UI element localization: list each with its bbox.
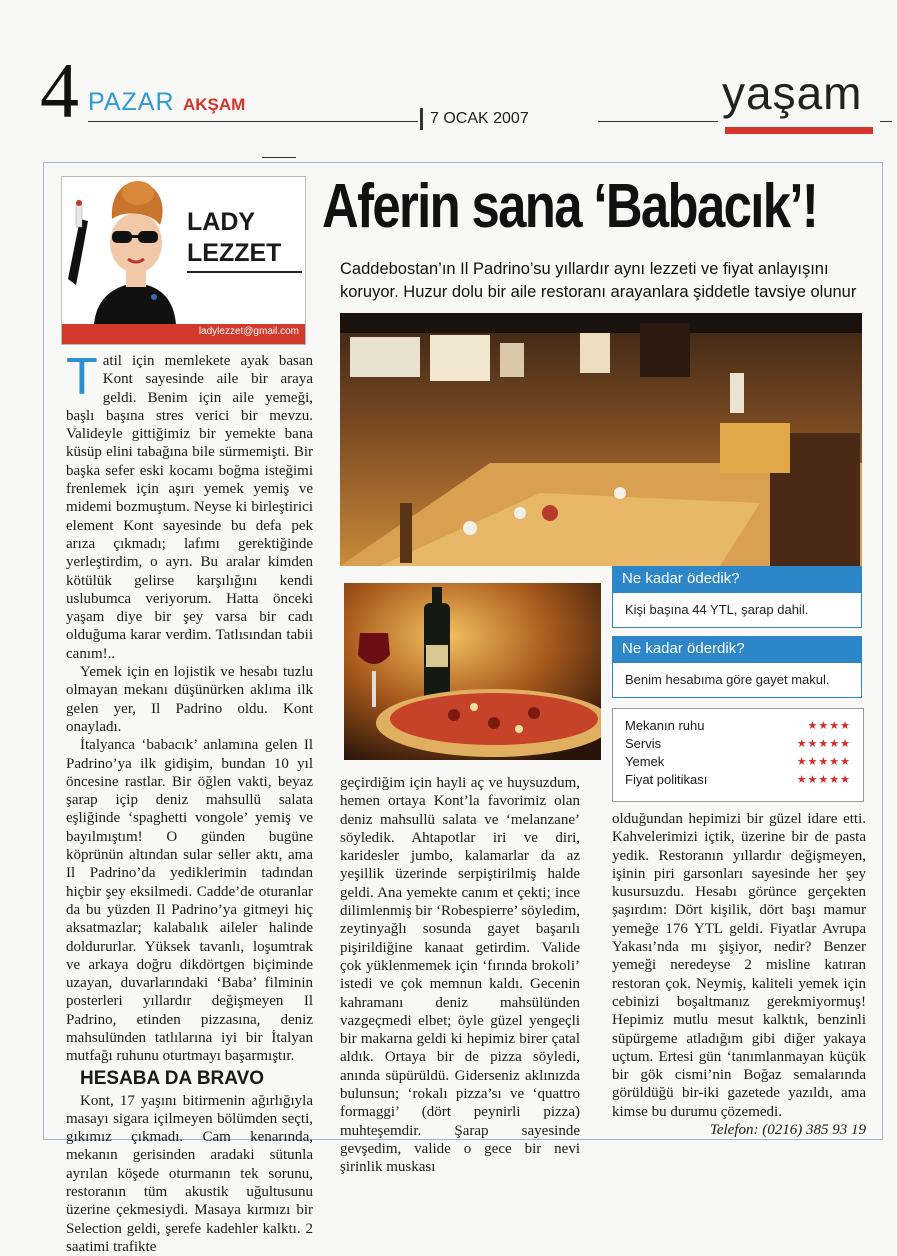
- info-box-title: Ne kadar ödedik?: [612, 566, 862, 592]
- email-bar: [62, 324, 305, 344]
- rating-row: [625, 771, 851, 789]
- section-accent-bar: [725, 127, 873, 134]
- masthead-rule-right: [598, 121, 718, 122]
- restaurant-phone: Telefon: (0216) 385 93 19: [709, 1122, 866, 1139]
- ratings-box: [612, 708, 864, 802]
- paragraph: Yemek için en lojistik ve hesabı tuzlu olmayan mekanı düşünürken aklıma ilk gelen yer, Il Padrino oldu. Kont onayladı.: [66, 664, 313, 735]
- columnist-email[interactable]: ladylezzet@gmail.com: [198, 326, 299, 337]
- masthead-rule-left: [88, 121, 418, 122]
- deck-subtitle: Caddebostan’ın Il Padrino’su yıllardır aynı lezzeti ve fiyat anlayışını koruyor. Huzur dolu bir aile restoranı arayanlara şiddetle tavsiye olunur: [340, 260, 857, 301]
- rating-label: Fiyat politikası: [625, 772, 708, 787]
- date-divider: [420, 108, 423, 130]
- paragraph: geçirdiğim için hayli aç ve huysuzdum, hemen ortaya Kont’la favorimiz olan deniz mahsullü salata ve ‘melanzane’ söyledik. Ahtapotlar iri ve diri, karidesler jumbo, kalamarlar da az yeşillik üzerinde serpiştirilmiş halde geldi. Ana yemekte canım et çekti; ince dilimlenmiş bir ‘Robespierre’ söyledim, zeytinyağlı sosunda gayet başarılı pişirildiğine kanaat getirdim. Valide çok yüklenmemek için ‘fırında brokoli’ istedi ve çok memnun kaldı. Gecenin kahramanı deniz mahsülünden vazgeçmedi elbet; öyle güzel yengeçli bir makarna geldi ki hepimiz birer çatal aldık. Ortaya bir de pizza söyledi, anında süpürüldü. Giderseniz aklınızda bulunsun; ‘rokalı pizza’sı ve ‘quattro formaggi’ (dört peynirli pizza) muhteşemdir. Şarap sayesinde gevşedim, valide o gece bir nevi şirinlik muskası: [340, 775, 580, 1176]
- columnist-name-rule: [187, 271, 302, 273]
- pizza-wine-photo: [344, 583, 601, 760]
- columnist-name: [187, 207, 281, 269]
- article-column-3: [612, 810, 866, 1139]
- rating-stars: ★★★★★: [796, 756, 851, 768]
- info-box-paid: [612, 566, 862, 628]
- rating-label: Servis: [625, 736, 662, 751]
- drop-cap: T: [66, 348, 98, 406]
- rating-stars: ★★★★★: [796, 774, 851, 786]
- restaurant-interior-photo: [340, 313, 862, 566]
- rating-row: [625, 753, 851, 771]
- section-subhead: HESABA DA BRAVO: [80, 1067, 265, 1089]
- rating-stars: ★★★★: [807, 720, 851, 732]
- issue-date: 7 OCAK 2007: [430, 110, 529, 127]
- paragraph: İtalyanca ‘babacık’ anlamına gelen Il Padrino’ya ilk gidişim, bundan 10 yıl öncesine rastlar. Bir öğlen vakti, beyaz şarap içip deniz mahsullü salata eşliğinde ‘spaghetti vongole’ yemiş ve bayılmıştım! O günden bugüne köprünün altından sular seller aktı, ama Il Padrino’da yediklerimin tadından hiçbir şey eksilmedi. Cadde’de oturanlar da bu yüzden Il Padrino’ya gitmeyi hiç aksatmazlar; kalabalık aileler halinde doldururlar. Yüksek tavanlı, loşumtrak ve arkaya doğru dikdörtgen biçiminde uzayan, duvarlarındaki ‘Baba’ filminin posterleri yıllardır değişmeyen Il Padrino, etinden pizzasına, deniz mahsulünden tatlılarına iyi bir İtalyan mutfağı ruhunu oturtmayı başarmıştır.: [66, 737, 313, 1065]
- rating-label: Yemek: [625, 754, 665, 769]
- info-box-title: Ne kadar öderdik?: [612, 636, 862, 662]
- columnist-illustration: [66, 179, 186, 325]
- paragraph: Kont, 17 yaşını bitirmenin ağırlığıyla masayı sigara içilmeyen bölümden seçti, gıkımız çıkmadı. Cam kenarında, mekanın gerisinden aradaki sütunla ayrılan köşede oturmanın tek sorunu, restoranın tüm akustik uğultusunu üzerine çekmesiydi. Masaya kırmızı bir Selection geldi, şerefe kadehler kalktı. 2 saatimi trafikte: [66, 1092, 313, 1255]
- masthead-rule-end: [880, 121, 892, 122]
- paper-name-suffix: AKŞAM: [183, 95, 246, 114]
- article-column-2: [340, 774, 580, 1177]
- paragraph-text: atil için memlekete ayak basan Kont sayesinde aile bir araya geldi. Benim için aile yemeği, başlı başına stres verici bir mevzu. Valideyle gittiğimiz bir yemekte bana küsüp elini tabağına bile sürmemişti. Bir başka sefer eski kocamı boğma isteğimi frenlemek için aşırı yemek yemiş ve midemi bozmuştum. Neyse ki birleştirici element Kont sayesinde bu defa pek arıza çıkmadı; lafımı gerektiğinde yerleştirdim, o ayrı. Bu aralar kimden kötülük gelirse karşılığını kendi uslubumca veriyorum. Hatta önceki yaşam diye bir şey varsa bir cadı olduğuma karar verdim. Tatlısından tabii canım!..: [66, 353, 313, 662]
- article-column-1: [66, 348, 313, 1256]
- columnist-name-line1: LADY: [187, 208, 256, 236]
- info-box-would-pay: [612, 636, 862, 698]
- page-number: 4: [40, 47, 79, 134]
- rating-row: [625, 717, 851, 735]
- headline: Aferin sana ‘Babacık’!: [322, 172, 818, 241]
- paragraph: [66, 348, 313, 663]
- info-box-text: Kişi başına 44 YTL, şarap dahil.: [612, 592, 862, 628]
- section-title: yaşam: [722, 67, 863, 119]
- info-box-text: Benim hesabıma göre gayet makul.: [612, 662, 862, 698]
- paper-name: PAZAR: [88, 88, 175, 116]
- columnist-name-line2: LEZZET: [187, 239, 282, 267]
- rating-stars: ★★★★★: [796, 738, 851, 750]
- rating-label: Mekanın ruhu: [625, 718, 705, 733]
- paragraph: olduğundan hepimizi bir güzel idare etti. Kahvelerimizi içtik, üzerine bir de pasta yedik. Restoranın yıllardır değişmeyen, işinin piri garsonları sayesinde her şey kusursuzdu. Hesabı görünce gerçekten şaşırdım: Dört kişilik, dört başı mamur yemeğe 176 YTL geldi. Fiyatlar Avrupa Yakası’nda mı şişiyor, nedir? Benzer yemeği neredeyse 2 misline katıran restoran çok. Neymiş, kaliteli yemek için cebinizi boşaltmanız gerekmiyormuş! Hepimiz mutlu mesut kalktık, benzinli süpürgeme atladığım gibi diğer yakaya uçtum. Ertesi gün ‘tanımlanmayan küçük bir gök cismi’nin Boğaz semalarında görüldüğü bir-iki gazetede yazıldı, ama kimse bu durumu çözemedi.: [612, 811, 866, 1120]
- header-tick: [262, 157, 296, 158]
- rating-row: [625, 735, 851, 753]
